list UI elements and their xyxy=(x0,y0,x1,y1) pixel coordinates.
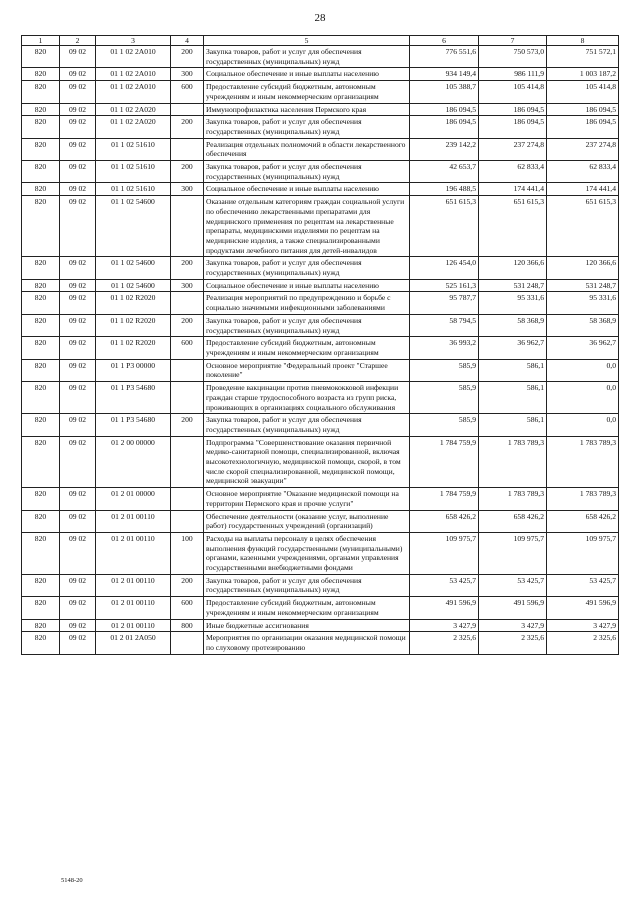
section-code-cell: 09 02 xyxy=(60,574,96,596)
amount-year2-cell: 3 427,9 xyxy=(479,619,547,632)
amount-year1-cell: 651 615,3 xyxy=(410,196,479,257)
target-article-cell: 01 2 01 00110 xyxy=(96,510,171,532)
ministry-code-cell: 820 xyxy=(22,196,60,257)
description-cell: Закупка товаров, работ и услуг для обеспечения государственных (муниципальных) нужд xyxy=(204,116,410,138)
column-header: 2 xyxy=(60,36,96,46)
amount-year3-cell: 58 368,9 xyxy=(547,314,619,336)
section-code-cell: 09 02 xyxy=(60,116,96,138)
table-row xyxy=(22,103,619,116)
expense-type-cell xyxy=(171,196,204,257)
amount-year2-cell: 186 094,5 xyxy=(479,103,547,116)
target-article-cell: 01 1 02 2A020 xyxy=(96,103,171,116)
ministry-code-cell: 820 xyxy=(22,574,60,596)
ministry-code-cell: 820 xyxy=(22,46,60,68)
section-code-cell: 09 02 xyxy=(60,510,96,532)
target-article-cell: 01 1 02 54600 xyxy=(96,279,171,292)
amount-year2-cell: 586,1 xyxy=(479,414,547,436)
description-cell: Закупка товаров, работ и услуг для обеспечения государственных (муниципальных) нужд xyxy=(204,46,410,68)
amount-year1-cell: 934 149,4 xyxy=(410,68,479,81)
amount-year2-cell: 95 331,6 xyxy=(479,292,547,314)
description-cell: Закупка товаров, работ и услуг для обеспечения государственных (муниципальных) нужд xyxy=(204,574,410,596)
target-article-cell: 01 2 01 00110 xyxy=(96,574,171,596)
amount-year3-cell: 0,0 xyxy=(547,414,619,436)
target-article-cell: 01 2 00 00000 xyxy=(96,436,171,488)
target-article-cell: 01 1 02 54600 xyxy=(96,196,171,257)
target-article-cell: 01 2 01 2A050 xyxy=(96,632,171,654)
description-cell: Расходы на выплаты персоналу в целях обеспечения выполнения функций государственными (муниципальными) органами, казенными учреждениями, органами управления государственными внебюджетными фондами xyxy=(204,532,410,574)
amount-year2-cell: 237 274,8 xyxy=(479,138,547,160)
target-article-cell: 01 2 01 00110 xyxy=(96,532,171,574)
amount-year3-cell: 0,0 xyxy=(547,359,619,381)
expense-type-cell: 200 xyxy=(171,46,204,68)
expense-type-cell xyxy=(171,436,204,488)
amount-year3-cell: 1 003 187,2 xyxy=(547,68,619,81)
amount-year3-cell: 491 596,9 xyxy=(547,597,619,619)
target-article-cell: 01 1 02 2A010 xyxy=(96,81,171,103)
amount-year2-cell: 1 783 789,3 xyxy=(479,488,547,510)
description-cell: Закупка товаров, работ и услуг для обеспечения государственных (муниципальных) нужд xyxy=(204,414,410,436)
amount-year3-cell: 0,0 xyxy=(547,382,619,414)
target-article-cell: 01 1 P3 00000 xyxy=(96,359,171,381)
column-header: 4 xyxy=(171,36,204,46)
page-number: 28 xyxy=(314,12,326,24)
amount-year1-cell: 3 427,9 xyxy=(410,619,479,632)
target-article-cell: 01 1 02 51610 xyxy=(96,183,171,196)
table-row xyxy=(22,632,619,654)
table-row xyxy=(22,532,619,574)
table-row xyxy=(22,337,619,359)
expense-type-cell: 200 xyxy=(171,574,204,596)
expense-type-cell xyxy=(171,103,204,116)
target-article-cell: 01 1 02 2A010 xyxy=(96,46,171,68)
amount-year3-cell: 1 783 789,3 xyxy=(547,436,619,488)
table-row xyxy=(22,116,619,138)
section-code-cell: 09 02 xyxy=(60,337,96,359)
section-code-cell: 09 02 xyxy=(60,597,96,619)
description-cell: Реализация мероприятий по предупреждению и борьбе с социально значимыми инфекционными заболеваниями xyxy=(204,292,410,314)
amount-year2-cell: 186 094,5 xyxy=(479,116,547,138)
section-code-cell: 09 02 xyxy=(60,532,96,574)
amount-year3-cell: 237 274,8 xyxy=(547,138,619,160)
section-code-cell: 09 02 xyxy=(60,414,96,436)
amount-year3-cell: 531 248,7 xyxy=(547,279,619,292)
amount-year2-cell: 2 325,6 xyxy=(479,632,547,654)
amount-year3-cell: 2 325,6 xyxy=(547,632,619,654)
expense-type-cell: 200 xyxy=(171,414,204,436)
amount-year1-cell: 585,9 xyxy=(410,359,479,381)
expense-type-cell xyxy=(171,359,204,381)
expense-type-cell: 100 xyxy=(171,532,204,574)
section-code-cell: 09 02 xyxy=(60,138,96,160)
ministry-code-cell: 820 xyxy=(22,116,60,138)
amount-year3-cell: 1 783 789,3 xyxy=(547,488,619,510)
amount-year3-cell: 120 366,6 xyxy=(547,257,619,279)
amount-year3-cell: 105 414,8 xyxy=(547,81,619,103)
description-cell: Иммунопрофилактика населения Пермского края xyxy=(204,103,410,116)
amount-year2-cell: 651 615,3 xyxy=(479,196,547,257)
section-code-cell: 09 02 xyxy=(60,279,96,292)
expense-type-cell xyxy=(171,632,204,654)
section-code-cell: 09 02 xyxy=(60,103,96,116)
table-row xyxy=(22,279,619,292)
section-code-cell: 09 02 xyxy=(60,436,96,488)
amount-year1-cell: 109 975,7 xyxy=(410,532,479,574)
ministry-code-cell: 820 xyxy=(22,161,60,183)
target-article-cell: 01 1 02 51610 xyxy=(96,161,171,183)
section-code-cell: 09 02 xyxy=(60,46,96,68)
amount-year1-cell: 58 794,5 xyxy=(410,314,479,336)
description-cell: Подпрограмма "Совершенствование оказания первичной медико-санитарной помощи, специализированной, включая высокотехнологичную, медицинской помощи, скорой, в том числе скорой специализированной, медицинской помощи, медицинской эвакуации" xyxy=(204,436,410,488)
target-article-cell: 01 2 01 00110 xyxy=(96,619,171,632)
section-code-cell: 09 02 xyxy=(60,196,96,257)
amount-year1-cell: 42 653,7 xyxy=(410,161,479,183)
description-cell: Предоставление субсидий бюджетным, автономным учреждениям и иным некоммерческим организациям xyxy=(204,337,410,359)
description-cell: Основное мероприятие "Федеральный проект "Старшее поколение" xyxy=(204,359,410,381)
amount-year3-cell: 751 572,1 xyxy=(547,46,619,68)
target-article-cell: 01 1 02 2A020 xyxy=(96,116,171,138)
target-article-cell: 01 1 02 R2020 xyxy=(96,314,171,336)
column-header: 8 xyxy=(547,36,619,46)
description-cell: Социальное обеспечение и иные выплаты населению xyxy=(204,279,410,292)
amount-year1-cell: 36 993,2 xyxy=(410,337,479,359)
section-code-cell: 09 02 xyxy=(60,292,96,314)
target-article-cell: 01 1 02 54600 xyxy=(96,257,171,279)
amount-year2-cell: 174 441,4 xyxy=(479,183,547,196)
table-row xyxy=(22,183,619,196)
description-cell: Закупка товаров, работ и услуг для обеспечения государственных (муниципальных) нужд xyxy=(204,314,410,336)
amount-year1-cell: 105 388,7 xyxy=(410,81,479,103)
amount-year2-cell: 491 596,9 xyxy=(479,597,547,619)
amount-year2-cell: 1 783 789,3 xyxy=(479,436,547,488)
amount-year1-cell: 2 325,6 xyxy=(410,632,479,654)
expense-type-cell: 300 xyxy=(171,183,204,196)
amount-year3-cell: 95 331,6 xyxy=(547,292,619,314)
expense-type-cell: 200 xyxy=(171,161,204,183)
section-code-cell: 09 02 xyxy=(60,161,96,183)
target-article-cell: 01 2 01 00000 xyxy=(96,488,171,510)
amount-year3-cell: 174 441,4 xyxy=(547,183,619,196)
table-row xyxy=(22,292,619,314)
section-code-cell: 09 02 xyxy=(60,183,96,196)
section-code-cell: 09 02 xyxy=(60,81,96,103)
budget-table xyxy=(21,35,619,655)
amount-year1-cell: 585,9 xyxy=(410,382,479,414)
amount-year3-cell: 3 427,9 xyxy=(547,619,619,632)
table-row xyxy=(22,436,619,488)
amount-year3-cell: 62 833,4 xyxy=(547,161,619,183)
column-header: 7 xyxy=(479,36,547,46)
amount-year1-cell: 239 142,2 xyxy=(410,138,479,160)
ministry-code-cell: 820 xyxy=(22,257,60,279)
expense-type-cell: 200 xyxy=(171,257,204,279)
amount-year2-cell: 750 573,0 xyxy=(479,46,547,68)
ministry-code-cell: 820 xyxy=(22,81,60,103)
amount-year2-cell: 105 414,8 xyxy=(479,81,547,103)
section-code-cell: 09 02 xyxy=(60,488,96,510)
expense-type-cell xyxy=(171,292,204,314)
amount-year2-cell: 36 962,7 xyxy=(479,337,547,359)
table-header-row xyxy=(22,36,619,46)
ministry-code-cell: 820 xyxy=(22,619,60,632)
table-row xyxy=(22,257,619,279)
ministry-code-cell: 820 xyxy=(22,532,60,574)
table-row xyxy=(22,46,619,68)
amount-year2-cell: 109 975,7 xyxy=(479,532,547,574)
expense-type-cell xyxy=(171,488,204,510)
amount-year1-cell: 776 551,6 xyxy=(410,46,479,68)
table-row xyxy=(22,138,619,160)
amount-year3-cell: 109 975,7 xyxy=(547,532,619,574)
description-cell: Социальное обеспечение и иные выплаты населению xyxy=(204,68,410,81)
amount-year1-cell: 525 161,3 xyxy=(410,279,479,292)
table-row xyxy=(22,81,619,103)
ministry-code-cell: 820 xyxy=(22,510,60,532)
description-cell: Закупка товаров, работ и услуг для обеспечения государственных (муниципальных) нужд xyxy=(204,257,410,279)
expense-type-cell: 600 xyxy=(171,81,204,103)
ministry-code-cell: 820 xyxy=(22,337,60,359)
amount-year1-cell: 186 094,5 xyxy=(410,103,479,116)
target-article-cell: 01 1 02 2A010 xyxy=(96,68,171,81)
ministry-code-cell: 820 xyxy=(22,138,60,160)
expense-type-cell: 600 xyxy=(171,337,204,359)
section-code-cell: 09 02 xyxy=(60,68,96,81)
table-row xyxy=(22,510,619,532)
amount-year2-cell: 53 425,7 xyxy=(479,574,547,596)
target-article-cell: 01 1 P3 54680 xyxy=(96,414,171,436)
ministry-code-cell: 820 xyxy=(22,488,60,510)
expense-type-cell: 200 xyxy=(171,116,204,138)
ministry-code-cell: 820 xyxy=(22,279,60,292)
expense-type-cell xyxy=(171,382,204,414)
amount-year3-cell: 186 094,5 xyxy=(547,103,619,116)
expense-type-cell: 300 xyxy=(171,68,204,81)
description-cell: Мероприятия по организации оказания медицинской помощи по слуховому протезированию xyxy=(204,632,410,654)
amount-year1-cell: 585,9 xyxy=(410,414,479,436)
ministry-code-cell: 820 xyxy=(22,68,60,81)
target-article-cell: 01 2 01 00110 xyxy=(96,597,171,619)
description-cell: Иные бюджетные ассигнования xyxy=(204,619,410,632)
amount-year3-cell: 36 962,7 xyxy=(547,337,619,359)
ministry-code-cell: 820 xyxy=(22,632,60,654)
amount-year1-cell: 1 784 759,9 xyxy=(410,488,479,510)
amount-year1-cell: 1 784 759,9 xyxy=(410,436,479,488)
expense-type-cell xyxy=(171,138,204,160)
table-row xyxy=(22,68,619,81)
amount-year2-cell: 658 426,2 xyxy=(479,510,547,532)
amount-year3-cell: 186 094,5 xyxy=(547,116,619,138)
table-row xyxy=(22,414,619,436)
amount-year1-cell: 126 454,0 xyxy=(410,257,479,279)
amount-year1-cell: 491 596,9 xyxy=(410,597,479,619)
expense-type-cell: 600 xyxy=(171,597,204,619)
ministry-code-cell: 820 xyxy=(22,597,60,619)
ministry-code-cell: 820 xyxy=(22,292,60,314)
amount-year3-cell: 651 615,3 xyxy=(547,196,619,257)
expense-type-cell: 800 xyxy=(171,619,204,632)
column-header: 3 xyxy=(96,36,171,46)
table-row xyxy=(22,196,619,257)
ministry-code-cell: 820 xyxy=(22,314,60,336)
target-article-cell: 01 1 P3 54680 xyxy=(96,382,171,414)
amount-year3-cell: 658 426,2 xyxy=(547,510,619,532)
footer-code: 5148-20 xyxy=(61,877,83,884)
table-body xyxy=(22,46,619,655)
ministry-code-cell: 820 xyxy=(22,359,60,381)
description-cell: Обеспечение деятельности (оказание услуг, выполнение работ) государственных учреждений (организаций) xyxy=(204,510,410,532)
table-row xyxy=(22,314,619,336)
target-article-cell: 01 1 02 R2020 xyxy=(96,292,171,314)
column-header: 6 xyxy=(410,36,479,46)
ministry-code-cell: 820 xyxy=(22,103,60,116)
amount-year2-cell: 531 248,7 xyxy=(479,279,547,292)
description-cell: Реализация отдельных полномочий в области лекарственного обеспечения xyxy=(204,138,410,160)
amount-year1-cell: 186 094,5 xyxy=(410,116,479,138)
section-code-cell: 09 02 xyxy=(60,632,96,654)
expense-type-cell xyxy=(171,510,204,532)
ministry-code-cell: 820 xyxy=(22,414,60,436)
description-cell: Социальное обеспечение и иные выплаты населению xyxy=(204,183,410,196)
amount-year2-cell: 62 833,4 xyxy=(479,161,547,183)
amount-year1-cell: 658 426,2 xyxy=(410,510,479,532)
amount-year3-cell: 53 425,7 xyxy=(547,574,619,596)
ministry-code-cell: 820 xyxy=(22,436,60,488)
description-cell: Закупка товаров, работ и услуг для обеспечения государственных (муниципальных) нужд xyxy=(204,161,410,183)
description-cell: Основное мероприятие "Оказание медицинской помощи на территории Пермского края и прочие услуги" xyxy=(204,488,410,510)
expense-type-cell: 300 xyxy=(171,279,204,292)
expense-type-cell: 200 xyxy=(171,314,204,336)
section-code-cell: 09 02 xyxy=(60,314,96,336)
table-row xyxy=(22,488,619,510)
table-row xyxy=(22,382,619,414)
amount-year2-cell: 120 366,6 xyxy=(479,257,547,279)
description-cell: Предоставление субсидий бюджетным, автономным учреждениям и иным некоммерческим организациям xyxy=(204,597,410,619)
table-row xyxy=(22,359,619,381)
description-cell: Оказание отдельным категориям граждан социальной услуги по обеспечению лекарственными препаратами для медицинского применения по рецептам на лекарственные препараты, медицинскими изделиями по рецептам на медицинские изделия, а также специализированными продуктами лечебного питания для детей-инвалидов xyxy=(204,196,410,257)
column-header: 1 xyxy=(22,36,60,46)
table-row xyxy=(22,619,619,632)
section-code-cell: 09 02 xyxy=(60,359,96,381)
section-code-cell: 09 02 xyxy=(60,619,96,632)
amount-year1-cell: 196 488,5 xyxy=(410,183,479,196)
table-row xyxy=(22,161,619,183)
amount-year2-cell: 986 111,9 xyxy=(479,68,547,81)
section-code-cell: 09 02 xyxy=(60,257,96,279)
description-cell: Предоставление субсидий бюджетным, автономным учреждениям и иным некоммерческим организациям xyxy=(204,81,410,103)
amount-year1-cell: 53 425,7 xyxy=(410,574,479,596)
target-article-cell: 01 1 02 51610 xyxy=(96,138,171,160)
target-article-cell: 01 1 02 R2020 xyxy=(96,337,171,359)
table-row xyxy=(22,597,619,619)
ministry-code-cell: 820 xyxy=(22,183,60,196)
amount-year2-cell: 58 368,9 xyxy=(479,314,547,336)
table-row xyxy=(22,574,619,596)
amount-year2-cell: 586,1 xyxy=(479,382,547,414)
ministry-code-cell: 820 xyxy=(22,382,60,414)
amount-year2-cell: 586,1 xyxy=(479,359,547,381)
section-code-cell: 09 02 xyxy=(60,382,96,414)
amount-year1-cell: 95 787,7 xyxy=(410,292,479,314)
description-cell: Проведение вакцинации против пневмококковой инфекции граждан старше трудоспособного возраста из групп риска, проживающих в организациях социального обслуживания xyxy=(204,382,410,414)
column-header: 5 xyxy=(204,36,410,46)
